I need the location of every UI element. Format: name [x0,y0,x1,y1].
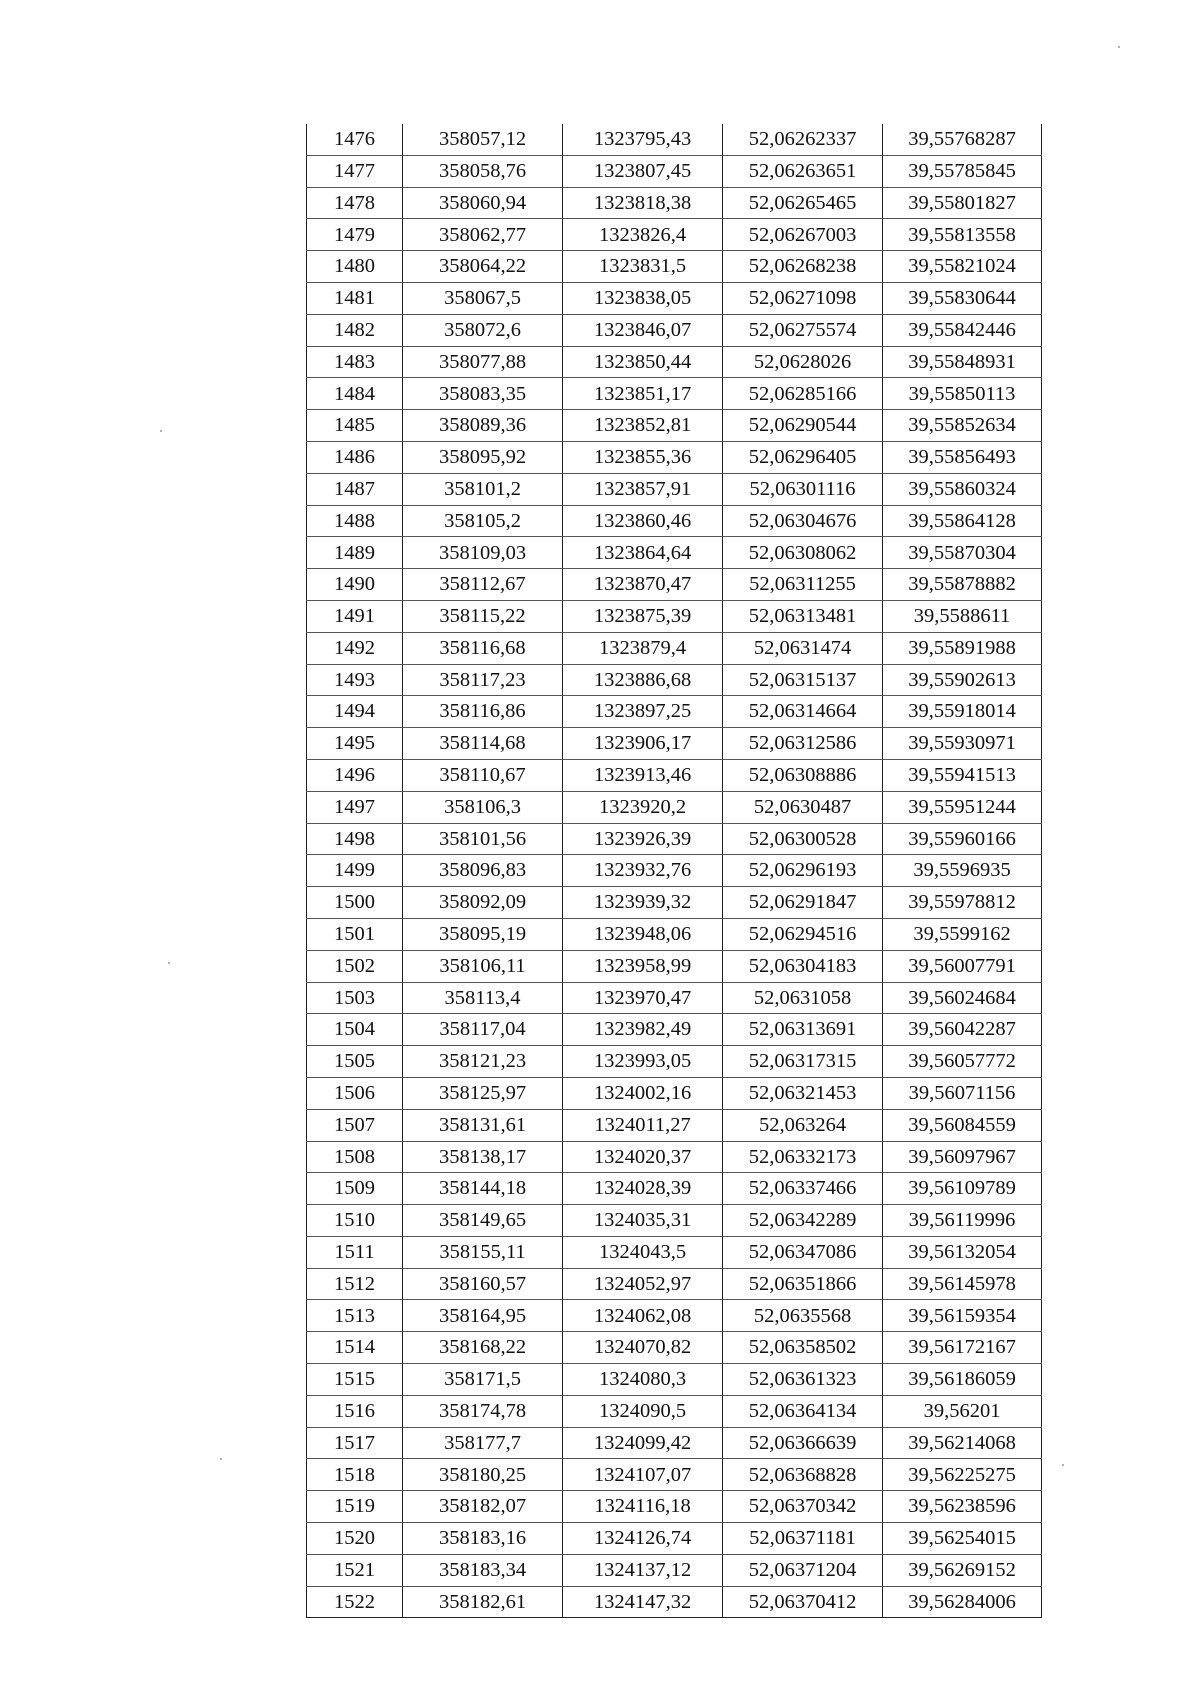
point-number-cell: 1505 [307,1046,403,1078]
longitude-cell: 39,55848931 [883,346,1042,378]
y-coordinate-cell: 1323826,4 [563,219,723,251]
latitude-cell: 52,0635568 [723,1300,883,1332]
longitude-cell: 39,56254015 [883,1523,1042,1555]
x-coordinate-cell: 358183,34 [403,1554,563,1586]
point-number-cell: 1520 [307,1523,403,1555]
table-row [307,1523,1042,1555]
y-coordinate-cell: 1323897,25 [563,696,723,728]
table-row [307,1109,1042,1141]
point-number-cell: 1483 [307,346,403,378]
longitude-cell: 39,56057772 [883,1046,1042,1078]
longitude-cell: 39,56214068 [883,1427,1042,1459]
latitude-cell: 52,0628026 [723,346,883,378]
point-number-cell: 1509 [307,1173,403,1205]
latitude-cell: 52,06296193 [723,855,883,887]
table-row [307,1236,1042,1268]
point-number-cell: 1491 [307,600,403,632]
x-coordinate-cell: 358174,78 [403,1395,563,1427]
longitude-cell: 39,55960166 [883,823,1042,855]
longitude-cell: 39,55856493 [883,441,1042,473]
y-coordinate-cell: 1323920,2 [563,791,723,823]
longitude-cell: 39,5588611 [883,600,1042,632]
y-coordinate-cell: 1323993,05 [563,1046,723,1078]
table-row [307,473,1042,505]
y-coordinate-cell: 1323850,44 [563,346,723,378]
y-coordinate-cell: 1323879,4 [563,632,723,664]
latitude-cell: 52,063264 [723,1109,883,1141]
x-coordinate-cell: 358095,92 [403,441,563,473]
table-row [307,918,1042,950]
y-coordinate-cell: 1323906,17 [563,728,723,760]
x-coordinate-cell: 358155,11 [403,1236,563,1268]
x-coordinate-cell: 358062,77 [403,219,563,251]
table-row [307,1141,1042,1173]
latitude-cell: 52,06370412 [723,1586,883,1618]
x-coordinate-cell: 358077,88 [403,346,563,378]
longitude-cell: 39,56225275 [883,1459,1042,1491]
x-coordinate-cell: 358106,3 [403,791,563,823]
y-coordinate-cell: 1323932,76 [563,855,723,887]
point-number-cell: 1480 [307,251,403,283]
y-coordinate-cell: 1323860,46 [563,505,723,537]
latitude-cell: 52,06265465 [723,187,883,219]
point-number-cell: 1479 [307,219,403,251]
longitude-cell: 39,56159354 [883,1300,1042,1332]
table-row [307,982,1042,1014]
y-coordinate-cell: 1323870,47 [563,569,723,601]
latitude-cell: 52,06296405 [723,441,883,473]
latitude-cell: 52,06366639 [723,1427,883,1459]
latitude-cell: 52,06291847 [723,887,883,919]
x-coordinate-cell: 358117,04 [403,1014,563,1046]
longitude-cell: 39,56172167 [883,1332,1042,1364]
longitude-cell: 39,56201 [883,1395,1042,1427]
point-number-cell: 1518 [307,1459,403,1491]
y-coordinate-cell: 1324002,16 [563,1077,723,1109]
x-coordinate-cell: 358096,83 [403,855,563,887]
point-number-cell: 1502 [307,950,403,982]
x-coordinate-cell: 358164,95 [403,1300,563,1332]
latitude-cell: 52,06370342 [723,1491,883,1523]
table-row [307,1554,1042,1586]
table-row [307,219,1042,251]
table-row [307,378,1042,410]
y-coordinate-cell: 1324126,74 [563,1523,723,1555]
x-coordinate-cell: 358149,65 [403,1205,563,1237]
y-coordinate-cell: 1323855,36 [563,441,723,473]
point-number-cell: 1498 [307,823,403,855]
y-coordinate-cell: 1324062,08 [563,1300,723,1332]
longitude-cell: 39,55860324 [883,473,1042,505]
longitude-cell: 39,56269152 [883,1554,1042,1586]
longitude-cell: 39,56119996 [883,1205,1042,1237]
point-number-cell: 1487 [307,473,403,505]
table-row [307,1427,1042,1459]
y-coordinate-cell: 1323795,43 [563,124,723,155]
point-number-cell: 1481 [307,282,403,314]
longitude-cell: 39,56284006 [883,1586,1042,1618]
table-row [307,187,1042,219]
x-coordinate-cell: 358095,19 [403,918,563,950]
y-coordinate-cell: 1323851,17 [563,378,723,410]
longitude-cell: 39,56132054 [883,1236,1042,1268]
longitude-cell: 39,55902613 [883,664,1042,696]
longitude-cell: 39,56097967 [883,1141,1042,1173]
x-coordinate-cell: 358109,03 [403,537,563,569]
y-coordinate-cell: 1323913,46 [563,759,723,791]
latitude-cell: 52,06313691 [723,1014,883,1046]
x-coordinate-cell: 358116,86 [403,696,563,728]
x-coordinate-cell: 358113,4 [403,982,563,1014]
x-coordinate-cell: 358101,56 [403,823,563,855]
longitude-cell: 39,55870304 [883,537,1042,569]
latitude-cell: 52,06304183 [723,950,883,982]
table-row [307,1300,1042,1332]
x-coordinate-cell: 358171,5 [403,1364,563,1396]
table-row [307,887,1042,919]
longitude-cell: 39,55813558 [883,219,1042,251]
x-coordinate-cell: 358060,94 [403,187,563,219]
point-number-cell: 1519 [307,1491,403,1523]
table-row [307,1332,1042,1364]
x-coordinate-cell: 358160,57 [403,1268,563,1300]
x-coordinate-cell: 358089,36 [403,410,563,442]
point-number-cell: 1522 [307,1586,403,1618]
x-coordinate-cell: 358115,22 [403,600,563,632]
y-coordinate-cell: 1323926,39 [563,823,723,855]
latitude-cell: 52,06371181 [723,1523,883,1555]
point-number-cell: 1508 [307,1141,403,1173]
point-number-cell: 1515 [307,1364,403,1396]
x-coordinate-cell: 358182,61 [403,1586,563,1618]
latitude-cell: 52,06317315 [723,1046,883,1078]
y-coordinate-cell: 1323864,64 [563,537,723,569]
latitude-cell: 52,06290544 [723,410,883,442]
latitude-cell: 52,06314664 [723,696,883,728]
longitude-cell: 39,56084559 [883,1109,1042,1141]
point-number-cell: 1511 [307,1236,403,1268]
latitude-cell: 52,06308062 [723,537,883,569]
table-row [307,569,1042,601]
latitude-cell: 52,06285166 [723,378,883,410]
latitude-cell: 52,06263651 [723,155,883,187]
table-row [307,1395,1042,1427]
table-row [307,791,1042,823]
y-coordinate-cell: 1324107,07 [563,1459,723,1491]
table-row [307,855,1042,887]
longitude-cell: 39,55785845 [883,155,1042,187]
longitude-cell: 39,55978812 [883,887,1042,919]
longitude-cell: 39,5596935 [883,855,1042,887]
x-coordinate-cell: 358112,67 [403,569,563,601]
x-coordinate-cell: 358092,09 [403,887,563,919]
point-number-cell: 1507 [307,1109,403,1141]
y-coordinate-cell: 1324011,27 [563,1109,723,1141]
y-coordinate-cell: 1323958,99 [563,950,723,982]
y-coordinate-cell: 1324028,39 [563,1173,723,1205]
latitude-cell: 52,06368828 [723,1459,883,1491]
y-coordinate-cell: 1324052,97 [563,1268,723,1300]
table-row [307,1077,1042,1109]
table-row [307,823,1042,855]
point-number-cell: 1517 [307,1427,403,1459]
table-row [307,1014,1042,1046]
longitude-cell: 39,55852634 [883,410,1042,442]
point-number-cell: 1504 [307,1014,403,1046]
x-coordinate-cell: 358064,22 [403,251,563,283]
longitude-cell: 39,5599162 [883,918,1042,950]
table-row [307,124,1042,155]
table-row [307,950,1042,982]
longitude-cell: 39,55821024 [883,251,1042,283]
table-row [307,251,1042,283]
point-number-cell: 1478 [307,187,403,219]
coordinates-table-body [307,124,1042,1618]
y-coordinate-cell: 1324070,82 [563,1332,723,1364]
point-number-cell: 1506 [307,1077,403,1109]
scan-speck [1118,46,1120,48]
latitude-cell: 52,06304676 [723,505,883,537]
table-row [307,441,1042,473]
y-coordinate-cell: 1323948,06 [563,918,723,950]
point-number-cell: 1516 [307,1395,403,1427]
point-number-cell: 1500 [307,887,403,919]
y-coordinate-cell: 1324116,18 [563,1491,723,1523]
longitude-cell: 39,56145978 [883,1268,1042,1300]
longitude-cell: 39,55864128 [883,505,1042,537]
table-row [307,346,1042,378]
latitude-cell: 52,06358502 [723,1332,883,1364]
x-coordinate-cell: 358168,22 [403,1332,563,1364]
table-row [307,632,1042,664]
x-coordinate-cell: 358183,16 [403,1523,563,1555]
y-coordinate-cell: 1324080,3 [563,1364,723,1396]
latitude-cell: 52,06371204 [723,1554,883,1586]
latitude-cell: 52,06275574 [723,314,883,346]
point-number-cell: 1521 [307,1554,403,1586]
y-coordinate-cell: 1324020,37 [563,1141,723,1173]
y-coordinate-cell: 1323857,91 [563,473,723,505]
latitude-cell: 52,06321453 [723,1077,883,1109]
longitude-cell: 39,56024684 [883,982,1042,1014]
x-coordinate-cell: 358105,2 [403,505,563,537]
longitude-cell: 39,55801827 [883,187,1042,219]
x-coordinate-cell: 358138,17 [403,1141,563,1173]
point-number-cell: 1484 [307,378,403,410]
latitude-cell: 52,06294516 [723,918,883,950]
latitude-cell: 52,06271098 [723,282,883,314]
x-coordinate-cell: 358121,23 [403,1046,563,1078]
longitude-cell: 39,55951244 [883,791,1042,823]
y-coordinate-cell: 1323846,07 [563,314,723,346]
coordinates-table [306,124,1042,1618]
table-row [307,537,1042,569]
point-number-cell: 1486 [307,441,403,473]
y-coordinate-cell: 1323982,49 [563,1014,723,1046]
point-number-cell: 1494 [307,696,403,728]
y-coordinate-cell: 1323807,45 [563,155,723,187]
longitude-cell: 39,55891988 [883,632,1042,664]
y-coordinate-cell: 1323831,5 [563,251,723,283]
y-coordinate-cell: 1323838,05 [563,282,723,314]
latitude-cell: 52,0631058 [723,982,883,1014]
table-row [307,600,1042,632]
scan-speck [168,962,170,964]
point-number-cell: 1485 [307,410,403,442]
longitude-cell: 39,55830644 [883,282,1042,314]
y-coordinate-cell: 1324099,42 [563,1427,723,1459]
point-number-cell: 1514 [307,1332,403,1364]
table-row [307,1205,1042,1237]
x-coordinate-cell: 358177,7 [403,1427,563,1459]
point-number-cell: 1512 [307,1268,403,1300]
y-coordinate-cell: 1324090,5 [563,1395,723,1427]
point-number-cell: 1489 [307,537,403,569]
longitude-cell: 39,56071156 [883,1077,1042,1109]
table-row [307,1586,1042,1618]
point-number-cell: 1488 [307,505,403,537]
longitude-cell: 39,56238596 [883,1491,1042,1523]
y-coordinate-cell: 1323886,68 [563,664,723,696]
point-number-cell: 1503 [307,982,403,1014]
x-coordinate-cell: 358101,2 [403,473,563,505]
x-coordinate-cell: 358117,23 [403,664,563,696]
table-row [307,282,1042,314]
longitude-cell: 39,55878882 [883,569,1042,601]
longitude-cell: 39,55941513 [883,759,1042,791]
y-coordinate-cell: 1324137,12 [563,1554,723,1586]
latitude-cell: 52,06311255 [723,569,883,601]
point-number-cell: 1501 [307,918,403,950]
x-coordinate-cell: 358180,25 [403,1459,563,1491]
table-row [307,410,1042,442]
x-coordinate-cell: 358131,61 [403,1109,563,1141]
table-row [307,728,1042,760]
y-coordinate-cell: 1323818,38 [563,187,723,219]
point-number-cell: 1510 [307,1205,403,1237]
latitude-cell: 52,0631474 [723,632,883,664]
longitude-cell: 39,55842446 [883,314,1042,346]
table-row [307,696,1042,728]
longitude-cell: 39,55918014 [883,696,1042,728]
point-number-cell: 1499 [307,855,403,887]
x-coordinate-cell: 358083,35 [403,378,563,410]
table-row [307,155,1042,187]
y-coordinate-cell: 1324043,5 [563,1236,723,1268]
point-number-cell: 1490 [307,569,403,601]
latitude-cell: 52,06364134 [723,1395,883,1427]
scan-speck [220,1458,222,1460]
latitude-cell: 52,06315137 [723,664,883,696]
x-coordinate-cell: 358125,97 [403,1077,563,1109]
x-coordinate-cell: 358116,68 [403,632,563,664]
y-coordinate-cell: 1323875,39 [563,600,723,632]
longitude-cell: 39,56186059 [883,1364,1042,1396]
point-number-cell: 1495 [307,728,403,760]
x-coordinate-cell: 358067,5 [403,282,563,314]
scan-speck [160,430,162,432]
latitude-cell: 52,06268238 [723,251,883,283]
latitude-cell: 52,06308886 [723,759,883,791]
point-number-cell: 1513 [307,1300,403,1332]
x-coordinate-cell: 358106,11 [403,950,563,982]
point-number-cell: 1482 [307,314,403,346]
longitude-cell: 39,56109789 [883,1173,1042,1205]
y-coordinate-cell: 1323970,47 [563,982,723,1014]
latitude-cell: 52,06342289 [723,1205,883,1237]
latitude-cell: 52,06347086 [723,1236,883,1268]
latitude-cell: 52,06332173 [723,1141,883,1173]
latitude-cell: 52,06312586 [723,728,883,760]
latitude-cell: 52,06300528 [723,823,883,855]
latitude-cell: 52,06337466 [723,1173,883,1205]
table-row [307,1364,1042,1396]
y-coordinate-cell: 1323852,81 [563,410,723,442]
longitude-cell: 39,55930971 [883,728,1042,760]
latitude-cell: 52,06361323 [723,1364,883,1396]
table-row [307,505,1042,537]
point-number-cell: 1496 [307,759,403,791]
x-coordinate-cell: 358110,67 [403,759,563,791]
point-number-cell: 1493 [307,664,403,696]
longitude-cell: 39,56007791 [883,950,1042,982]
table-row [307,1268,1042,1300]
table-row [307,1459,1042,1491]
y-coordinate-cell: 1323939,32 [563,887,723,919]
table-row [307,759,1042,791]
point-number-cell: 1476 [307,124,403,155]
table-row [307,1491,1042,1523]
longitude-cell: 39,56042287 [883,1014,1042,1046]
latitude-cell: 52,06313481 [723,600,883,632]
point-number-cell: 1497 [307,791,403,823]
point-number-cell: 1492 [307,632,403,664]
table-row [307,664,1042,696]
table-row [307,1173,1042,1205]
x-coordinate-cell: 358057,12 [403,124,563,155]
latitude-cell: 52,06301116 [723,473,883,505]
latitude-cell: 52,06262337 [723,124,883,155]
latitude-cell: 52,06351866 [723,1268,883,1300]
table-row [307,314,1042,346]
x-coordinate-cell: 358144,18 [403,1173,563,1205]
y-coordinate-cell: 1324035,31 [563,1205,723,1237]
x-coordinate-cell: 358058,76 [403,155,563,187]
longitude-cell: 39,55768287 [883,124,1042,155]
x-coordinate-cell: 358182,07 [403,1491,563,1523]
x-coordinate-cell: 358072,6 [403,314,563,346]
latitude-cell: 52,0630487 [723,791,883,823]
latitude-cell: 52,06267003 [723,219,883,251]
table-row [307,1046,1042,1078]
scan-speck [1062,1464,1064,1466]
x-coordinate-cell: 358114,68 [403,728,563,760]
y-coordinate-cell: 1324147,32 [563,1586,723,1618]
point-number-cell: 1477 [307,155,403,187]
longitude-cell: 39,55850113 [883,378,1042,410]
